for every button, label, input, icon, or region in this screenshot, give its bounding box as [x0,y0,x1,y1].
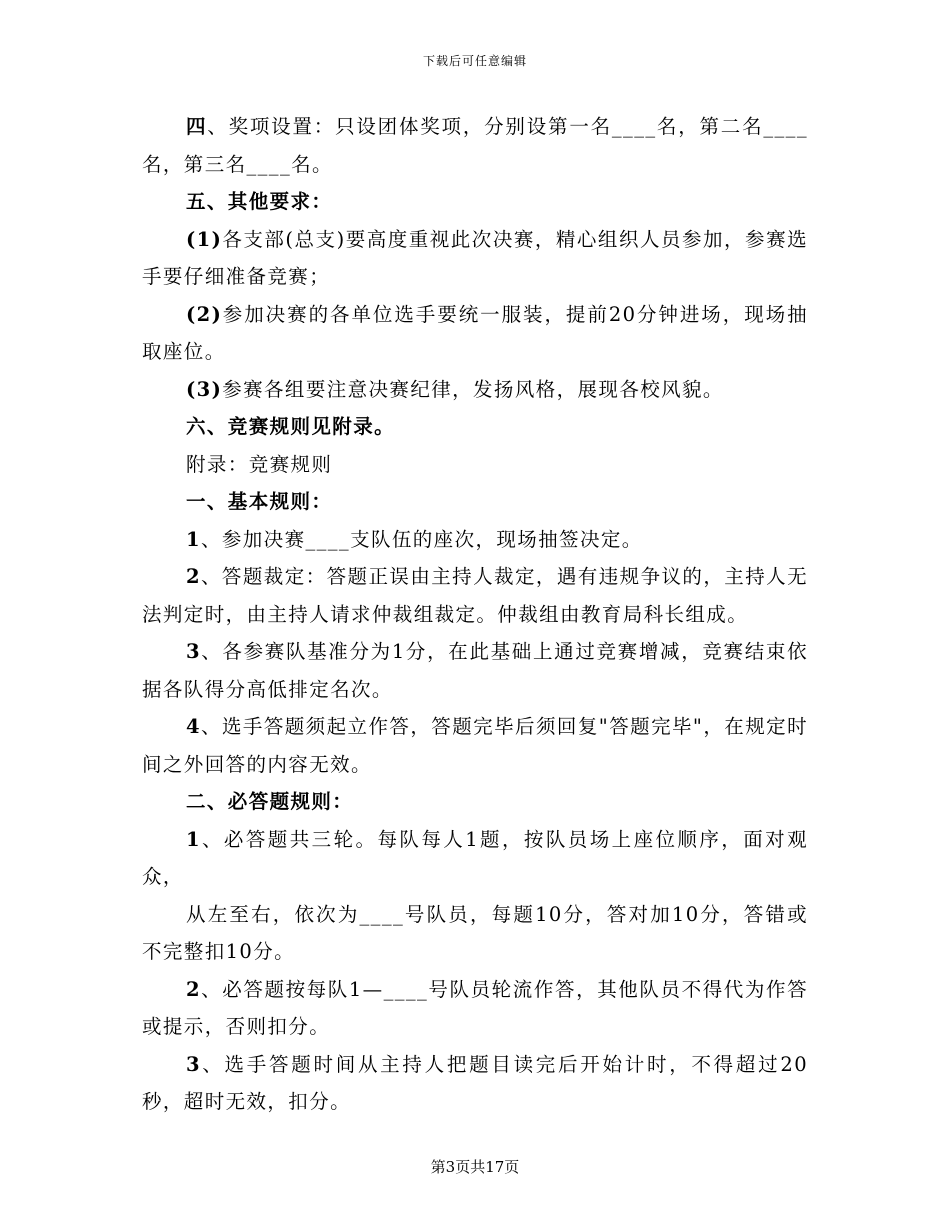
section-heading: 五、其他要求： [186,190,333,213]
list-marker: 2 [186,977,201,1001]
body-paragraph: 2、必答题按每队1—____号队员轮流作答，其他队员不得代为作答或提示，否则扣分。 [142,977,808,1038]
body-paragraph: (1)各支部(总支)要高度重视此次决赛，精心组织人员参加，参赛选手要仔细准备竞赛； [142,227,808,288]
body-paragraph: 四、奖项设置：只设团体奖项，分别设第一名____名，第二名____名，第三名____名。 [142,115,808,176]
list-marker: 3 [186,1052,201,1076]
list-marker: 2 [186,565,201,588]
section-heading: 二、必答题规则： [186,790,354,813]
page-footer: 第3页共17页 [430,1158,520,1176]
body-paragraph: 1、必答题共三轮。每队每人1题，按队员场上座位顺序，面对观众， [142,827,808,888]
list-marker: (1) [186,227,223,251]
list-marker: 1 [186,527,201,551]
section-heading: 一、基本规则： [186,490,333,513]
body-paragraph: 2、答题裁定：答题正误由主持人裁定，遇有违规争议的，主持人无法判定时，由主持人请求仲裁组裁定。仲裁组由教育局科长组成。 [142,565,808,626]
list-marker: 1 [186,827,201,851]
body-paragraph: 3、各参赛队基准分为1分，在此基础上通过竞赛增减，竞赛结束依据各队得分高低排定名次。 [142,640,808,701]
page-header: 下载后可任意编辑 [422,54,527,68]
body-paragraph: 1、参加决赛____支队伍的座次，现场抽签决定。 [186,527,643,551]
list-marker: (2) [186,302,223,326]
document-body [142,108,808,1121]
body-paragraph: 3、选手答题时间从主持人把题目读完后开始计时，不得超过20秒，超时无效，扣分。 [142,1052,808,1113]
body-paragraph: (2)参加决赛的各单位选手要统一服装，提前20分钟进场，现场抽取座位。 [142,302,808,363]
list-marker: 4 [186,715,201,738]
list-marker: (3) [186,377,223,401]
list-marker: 3 [186,640,201,663]
section-heading: 六、竞赛规则见附录。 [186,415,396,438]
body-paragraph: (3)参赛各组要注意决赛纪律，发扬风格，展现各校风貌。 [186,377,724,401]
body-paragraph: 4、选手答题须起立作答，答题完毕后须回复"答题完毕"，在规定时间之外回答的内容无效。 [142,715,808,776]
list-marker: 四 [186,115,208,138]
body-paragraph: 附录：竞赛规则 [186,452,333,476]
body-paragraph: 从左至右，依次为____号队员，每题10分，答对加10分，答错或不完整扣10分。 [142,902,808,963]
